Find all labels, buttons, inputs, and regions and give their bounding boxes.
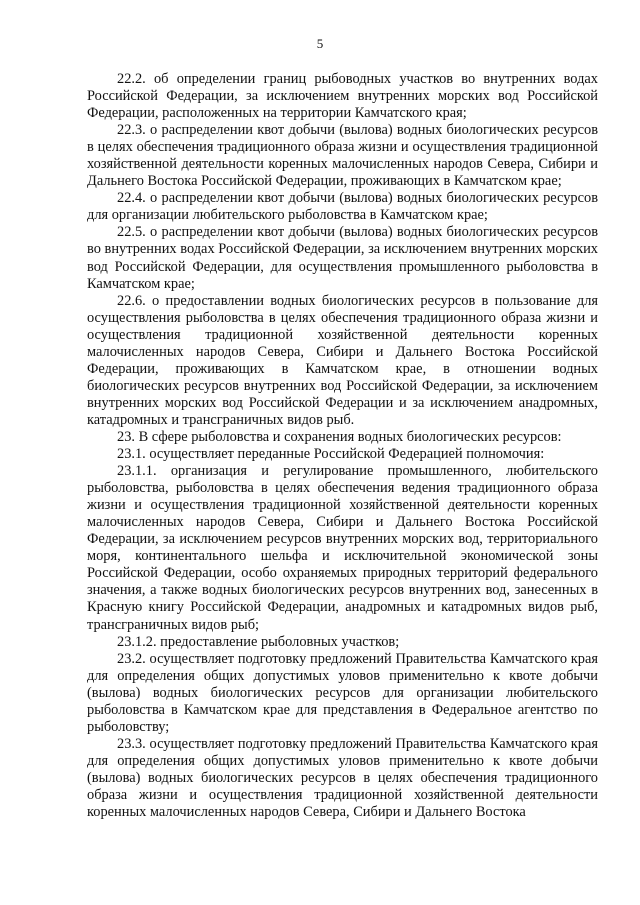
paragraph-22-3: 22.3. о распределении квот добычи (вылова) водных биологических ресурсов в целях обеспечения традиционного образа жизни и осуществления традиционной хозяйственной деятельности коренных малочисленных народов Севера, Сибири и Дальнего Востока Российской Федерации, проживающих в Камчатском крае; xyxy=(87,122,598,190)
paragraph-23-2: 23.2. осуществляет подготовку предложений Правительства Камчатского края для определения общих допустимых уловов применительно к квоте добычи (вылова) водных биологических ресурсов для организации любительского рыболовства в Камчатском крае для представления в Федеральное агентство по рыболовству; xyxy=(87,650,598,735)
page-number: 5 xyxy=(316,36,324,51)
paragraph-22-4: 22.4. о распределении квот добычи (вылова) водных биологических ресурсов для организации любительского рыболовства в Камчатском крае; xyxy=(87,190,598,224)
paragraph-23-1-2: 23.1.2. предоставление рыболовных участков; xyxy=(117,633,400,650)
paragraph-23: 23. В сфере рыболовства и сохранения водных биологических ресурсов: xyxy=(117,428,562,445)
paragraph-22-2: 22.2. об определении границ рыбоводных участков во внутренних водах Российской Федерации, за исключением внутренних морских вод Российской Федерации, расположенных на территории Камчатского края; xyxy=(87,71,598,122)
document-body xyxy=(87,71,598,821)
paragraph-23-1: 23.1. осуществляет переданные Российской Федерацией полномочия: xyxy=(117,446,545,463)
paragraph-22-6: 22.6. о предоставлении водных биологических ресурсов в пользование для осуществления рыболовства в целях обеспечения традиционного образа жизни и осуществления традиционной хозяйственной деятельности коренных малочисленных народов Севера, Сибири и Дальнего Востока Российской Федерации, проживающих в Камчатском крае, в отношении водных биологических ресурсов внутренних вод Российской Федерации, за исключением внутренних морских вод Российской Федерации и за исключением анадромных, катадромных и трансграничных видов рыб. xyxy=(87,292,598,428)
paragraph-23-3: 23.3. осуществляет подготовку предложений Правительства Камчатского края для определения общих допустимых уловов применительно к квоте добычи (вылова) водных биологических ресурсов в целях обеспечения традиционного образа жизни и осуществления традиционной хозяйственной деятельности коренных малочисленных народов Севера, Сибири и Дальнего Востока xyxy=(87,735,598,821)
paragraph-23-1-1: 23.1.1. организация и регулирование промышленного, любительского рыболовства, рыболовства в целях обеспечения ведения традиционного образа жизни и осуществления традиционной хозяйственной деятельности коренных малочисленных народов Севера, Сибири и Дальнего Востока Российской Федерации, за исключением ресурсов внутренних морских вод, территориального моря, континентального шельфа и исключительной экономической зоны Российской Федерации, особо охраняемых природных территорий федерального значения, а также водных биологических ресурсов внутренних вод, занесенных в Красную книгу Российской Федерации, анадромных и катадромных видов рыб, трансграничных видов рыб; xyxy=(87,463,598,633)
paragraph-22-5: 22.5. о распределении квот добычи (вылова) водных биологических ресурсов во внутренних водах Российской Федерации, за исключением внутренних морских вод Российской Федерации, для осуществления промышленного рыболовства в Камчатском крае; xyxy=(87,224,598,292)
